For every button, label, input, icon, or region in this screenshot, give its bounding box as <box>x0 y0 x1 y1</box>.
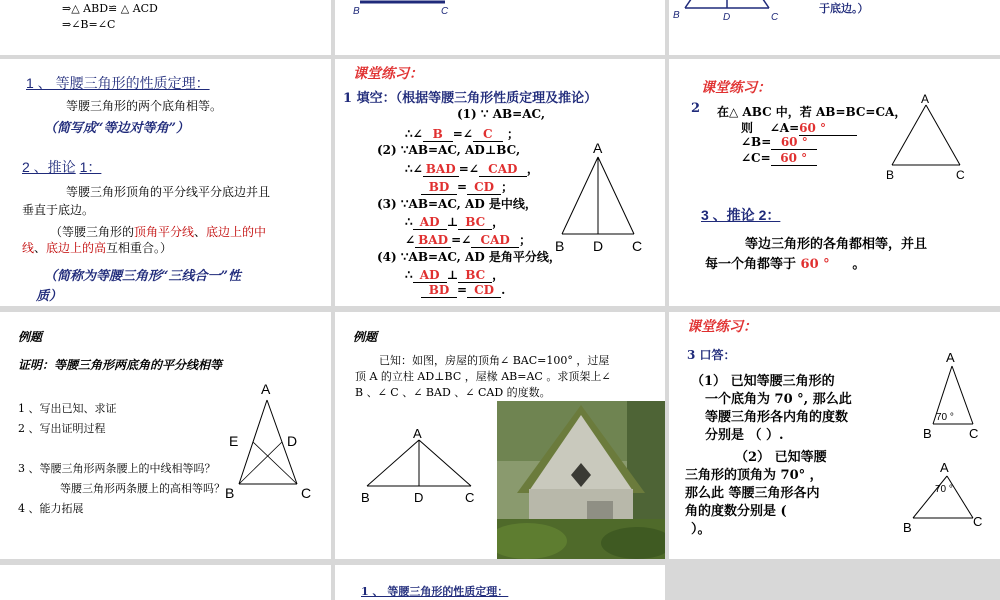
question-line: 一个底角为 70 °, 那么此 <box>705 392 852 407</box>
label-c: C <box>973 514 983 529</box>
step-item: 2 、写出证明过程 <box>18 422 106 435</box>
label-d: D <box>723 12 731 23</box>
label-d: D <box>414 490 424 504</box>
theorem-heading: 1 、 等腰三角形的性质定理： <box>361 585 509 598</box>
slide-9 <box>669 312 1000 559</box>
theorem-text: 等腰三角形的两个底角相等。 <box>66 99 223 113</box>
label-a: A <box>921 93 930 106</box>
three-lines-text: （等腰三角形的顶角平分线、底边上的中 <box>50 225 267 239</box>
slide-8 <box>335 312 665 559</box>
slide-2 <box>335 0 665 55</box>
label-b: B <box>923 426 932 441</box>
three-lines-note-2: 质） <box>36 289 63 304</box>
label-b: B <box>361 490 370 504</box>
label-a: A <box>261 381 271 397</box>
corollary-2-text-2: 每一个角都等于 60 ° 。 <box>705 257 866 272</box>
triangle-fragment <box>335 0 665 55</box>
label-b: B <box>673 10 680 21</box>
exercise-line: ∴ AD ⊥ BC ， <box>405 215 505 229</box>
problem-text: 顶 A 的立柱 AD⊥BC ，屋椽 AB=AC 。求顶架上∠ <box>355 370 611 383</box>
exercise-line: (3) ∵AB=AC, AD 是中线， <box>377 197 537 211</box>
label-d: D <box>287 433 298 449</box>
house-photo <box>497 401 665 559</box>
exercise-line: ∠ BAD =∠ CAD ； <box>405 233 532 247</box>
corollary-2-heading: 3 、推论 2： <box>701 207 781 223</box>
question-line: 三角形的顶角为 70° ， <box>685 468 823 483</box>
slide-1 <box>0 0 331 55</box>
problem-text: B 、∠ C 、∠ BAD 、∠ CAD 的度数。 <box>355 386 551 399</box>
exercise-line: (4) ∵AB=AC, AD 是角平分线， <box>377 250 561 264</box>
exercise-question: 在△ ABC 中，若 AB=BC=CA， <box>717 105 907 119</box>
label-a: A <box>940 460 949 475</box>
proof-statement: 证明：等腰三角形两底角的平分线相等 <box>18 358 223 372</box>
exercise-line: ∴ AD ⊥ BC ， <box>405 268 505 282</box>
question-line: 等腰三角形各内角的度数 <box>705 410 849 425</box>
exercise-title: 课堂练习： <box>701 80 771 96</box>
label-a: A <box>946 350 955 365</box>
problem-text: 已知：如图，房屋的顶角∠ BAC=100° ，过屋 <box>379 354 610 367</box>
exercise-line: (2) ∵AB=AC, AD⊥BC, <box>377 143 521 157</box>
exercise-line: (1) ∵ AB=AC, <box>457 107 546 121</box>
exercise-number: 2 <box>691 101 701 116</box>
slide-7 <box>0 312 331 559</box>
question-line: 分别是 （ ）. <box>705 428 784 443</box>
label-c: C <box>771 12 779 23</box>
slide-5 <box>335 59 665 306</box>
corollary-text-2: 垂直于底边。 <box>22 203 95 217</box>
label-e: E <box>229 433 239 449</box>
label-c: C <box>465 490 475 504</box>
label-c: C <box>441 6 449 17</box>
exercise-title: 课堂练习： <box>687 319 757 335</box>
question-line: 那么此 等腰三角形各内 <box>685 486 820 501</box>
label-b: B <box>225 485 235 500</box>
exercise-heading: 1 填空：（根据等腰三角形性质定理及推论） <box>343 91 598 106</box>
exercise-line: BD = CD ； <box>421 178 513 195</box>
label-c: C <box>632 238 643 254</box>
angle-label: 70 ° <box>936 412 954 423</box>
example-title: 例题 <box>18 330 43 344</box>
step-item: 3 、等腰三角形两条腰上的中线相等吗？ <box>18 462 216 475</box>
exercise-heading: 3 口答： <box>687 348 736 362</box>
step-item: 4 、能力拓展 <box>18 502 84 515</box>
angle-label: 70 ° <box>935 484 953 495</box>
question-line: （2） 已知等腰 <box>735 450 827 465</box>
slide-10 <box>0 565 331 600</box>
exercise-line: ∴∠ BAD =∠ CAD ， <box>405 162 539 176</box>
triangle-vertex-angle <box>899 456 999 536</box>
exercise-line: BD = CD . <box>421 283 505 298</box>
theorem-heading: 1 、 等腰三角形的性质定理： <box>26 75 210 91</box>
three-lines-text-2: 线、底边上的高互相重合。） <box>22 241 173 255</box>
label-c: C <box>969 426 979 441</box>
slide-6 <box>669 59 1000 306</box>
roof-diagram <box>355 424 485 504</box>
label-b: B <box>555 238 565 254</box>
proof-line-2: ⇒∠B=∠C <box>62 18 116 31</box>
answer-a: 则 ∠A=60 ° <box>741 119 857 136</box>
label-c: C <box>301 485 312 500</box>
slide-4 <box>0 59 331 306</box>
question-line: ）。 <box>691 522 711 537</box>
triangle-diagram <box>555 139 665 254</box>
step-item: 等腰三角形两条腰上的高相等吗？ <box>60 482 225 495</box>
label-b: B <box>886 168 895 182</box>
corollary-2-text-1: 等边三角形的各角都相等，并且 <box>745 237 928 252</box>
label-b: B <box>903 520 912 535</box>
proof-line-1: ⇒△ ABD≌ △ ACD <box>62 2 158 15</box>
label-a: A <box>413 426 422 441</box>
step-item: 1 、写出已知、求证 <box>18 402 117 415</box>
equilateral-triangle <box>884 93 994 185</box>
exercise-line: ∴∠ B =∠ C ； <box>405 127 520 141</box>
three-lines-note-1: （简称为等腰三角形“三线合一”性 <box>44 269 241 284</box>
text-fragment: 于底边。） <box>819 2 869 15</box>
label-c: C <box>956 168 965 182</box>
slide-3 <box>669 0 1000 55</box>
label-b: B <box>353 6 360 17</box>
corollary-number: 1： <box>79 159 102 175</box>
theorem-note: （简写成“等边对等角”） <box>44 121 189 136</box>
label-a: A <box>593 140 603 156</box>
example-title: 例题 <box>353 330 378 344</box>
isosceles-diagram <box>225 380 325 500</box>
label-d: D <box>593 238 604 254</box>
question-line: 角的度数分别是 ( <box>685 504 787 519</box>
corollary-label: 2 、推论 <box>22 159 76 175</box>
corollary-text-1: 等腰三角形顶角的平分线平分底边并且 <box>66 185 271 199</box>
answer-c: ∠C= 60 ° <box>741 151 817 166</box>
answer-b: ∠B= 60 ° <box>741 135 817 150</box>
corollary-heading <box>22 157 101 177</box>
slide-11 <box>335 565 665 600</box>
exercise-title: 课堂练习： <box>353 66 423 82</box>
question-line: （1） 已知等腰三角形的 <box>691 374 835 389</box>
triangle-base-angle <box>919 348 999 444</box>
